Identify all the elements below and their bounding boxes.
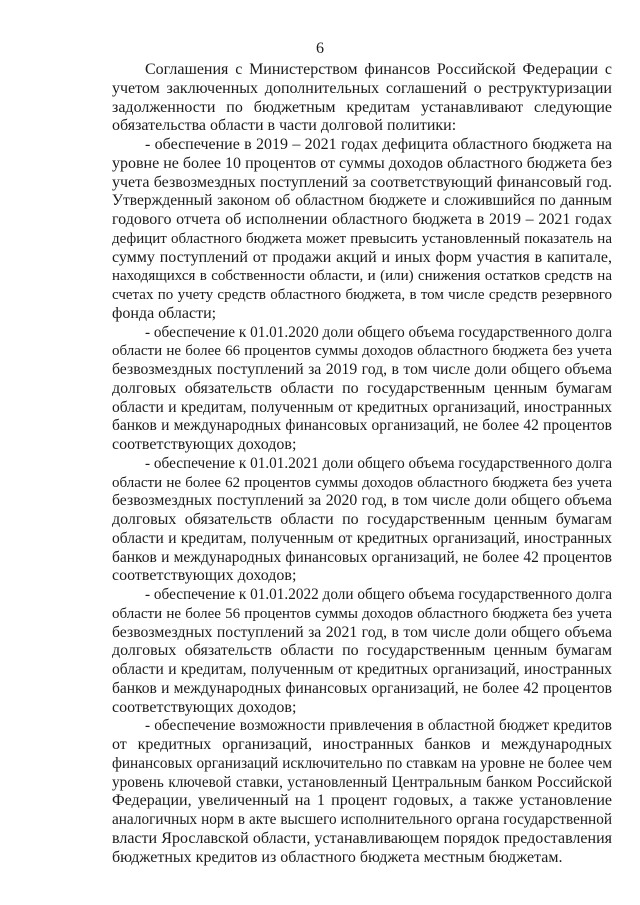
text-line: власти Ярославской области, устанавливающем порядок предоставления xyxy=(112,829,612,847)
text-line: банков и международных финансовых организаций, не более 42 процентов xyxy=(112,679,612,697)
text-line: счетах по учету средств областного бюджета, в том числе средств резервного xyxy=(112,287,612,303)
text-line: - обеспечение к 01.01.2022 доли общего объема государственного долга xyxy=(145,586,612,603)
paragraph xyxy=(112,717,612,867)
text-line: обязательства области в части долговой политики: xyxy=(112,117,457,135)
text-line: банков и международных финансовых организаций, не более 42 процентов xyxy=(112,548,612,566)
text-line: соответствующих доходов; xyxy=(112,698,297,716)
text-line: дефицит областного бюджета может превысить установленный показатель на xyxy=(112,230,612,247)
text-line: - обеспечение к 01.01.2021 доли общего объема государственного долга xyxy=(145,454,612,472)
paragraph xyxy=(112,455,612,586)
paragraph xyxy=(112,586,612,717)
text-line: бюджетных кредитов из областного бюджета местным бюджетам. xyxy=(112,848,563,866)
text-line: банков и международных финансовых организаций, не более 42 процентов xyxy=(112,417,612,435)
text-line: аналогичных норм в акте высшего исполнительного органа государственной xyxy=(112,811,612,828)
text-line: фонда области; xyxy=(112,304,217,322)
text-line: Утвержденный законом об областном бюджете и сложившийся по данным xyxy=(112,192,612,210)
paragraph xyxy=(112,61,612,136)
text-line: долговых обязательств области по государственным ценным бумагам xyxy=(112,511,612,528)
text-line: области и кредитам, полученным от кредитных организаций, иностранных xyxy=(112,529,612,547)
text-line: Федерации, увеличенный на 1 процент годовых, а также установление xyxy=(112,792,612,810)
text-line: задолженности по бюджетным кредитам устанавливают следующие xyxy=(112,98,612,116)
text-line: соответствующих доходов; xyxy=(112,436,297,453)
text-line: - обеспечение возможности привлечения в областной бюджет кредитов xyxy=(145,717,612,735)
text-line: области не более 62 процентов суммы доходов областного бюджета без учета xyxy=(112,474,612,491)
text-line: от кредитных организаций, иностранных банков и международных xyxy=(112,736,612,753)
page-number: 6 xyxy=(316,40,324,57)
text-line: финансовых организаций исключительно по ставкам на уровне не более чем xyxy=(112,754,612,772)
text-line: Соглашения с Министерством финансов Российской Федерации с xyxy=(145,61,612,78)
text-line: годового отчета об исполнении областного бюджета в 2019 – 2021 годах xyxy=(112,211,612,228)
text-line: учетом заключенных дополнительных соглашений о реструктуризации xyxy=(112,79,612,97)
text-line: области и кредитам, полученным от кредитных организаций, иностранных xyxy=(112,398,612,416)
paragraph xyxy=(112,324,612,455)
text-line: безвозмездных поступлений за 2020 год, в том числе доли общего объема xyxy=(112,492,612,510)
text-line: учета безвозмездных поступлений за соответствующий финансовый год. xyxy=(112,173,612,191)
text-line: области не более 56 процентов суммы доходов областного бюджета без учета xyxy=(112,605,612,622)
text-line: области и кредитам, полученным от кредитных организаций, иностранных xyxy=(112,661,612,678)
text-line: уровне не более 10 процентов от суммы доходов областного бюджета без xyxy=(112,154,612,172)
text-line: сумму поступлений от продажи акций и иных форм участия в капитале, xyxy=(112,248,612,266)
text-line: уровень ключевой ставки, установленный Центральным банком Российской xyxy=(112,773,612,791)
text-line: долговых обязательств области по государственным ценным бумагам xyxy=(112,642,612,660)
text-line: безвозмездных поступлений за 2021 год, в том числе доли общего объема xyxy=(112,623,612,641)
text-line: безвозмездных поступлений за 2019 год, в том числе доли общего объема xyxy=(112,361,612,378)
text-line: долговых обязательств области по государственным ценным бумагам xyxy=(112,379,612,397)
text-line: - обеспечение к 01.01.2020 доли общего объема государственного долга xyxy=(145,323,612,341)
paragraph xyxy=(112,136,612,324)
document-body xyxy=(112,61,612,867)
text-line: находящихся в собственности области, и (или) снижения остатков средств на xyxy=(112,268,612,285)
text-line: области не более 66 процентов суммы доходов областного бюджета без учета xyxy=(112,343,612,360)
text-line: - обеспечение в 2019 – 2021 годах дефицита областного бюджета на xyxy=(145,136,612,153)
text-line: соответствующих доходов; xyxy=(112,567,297,585)
